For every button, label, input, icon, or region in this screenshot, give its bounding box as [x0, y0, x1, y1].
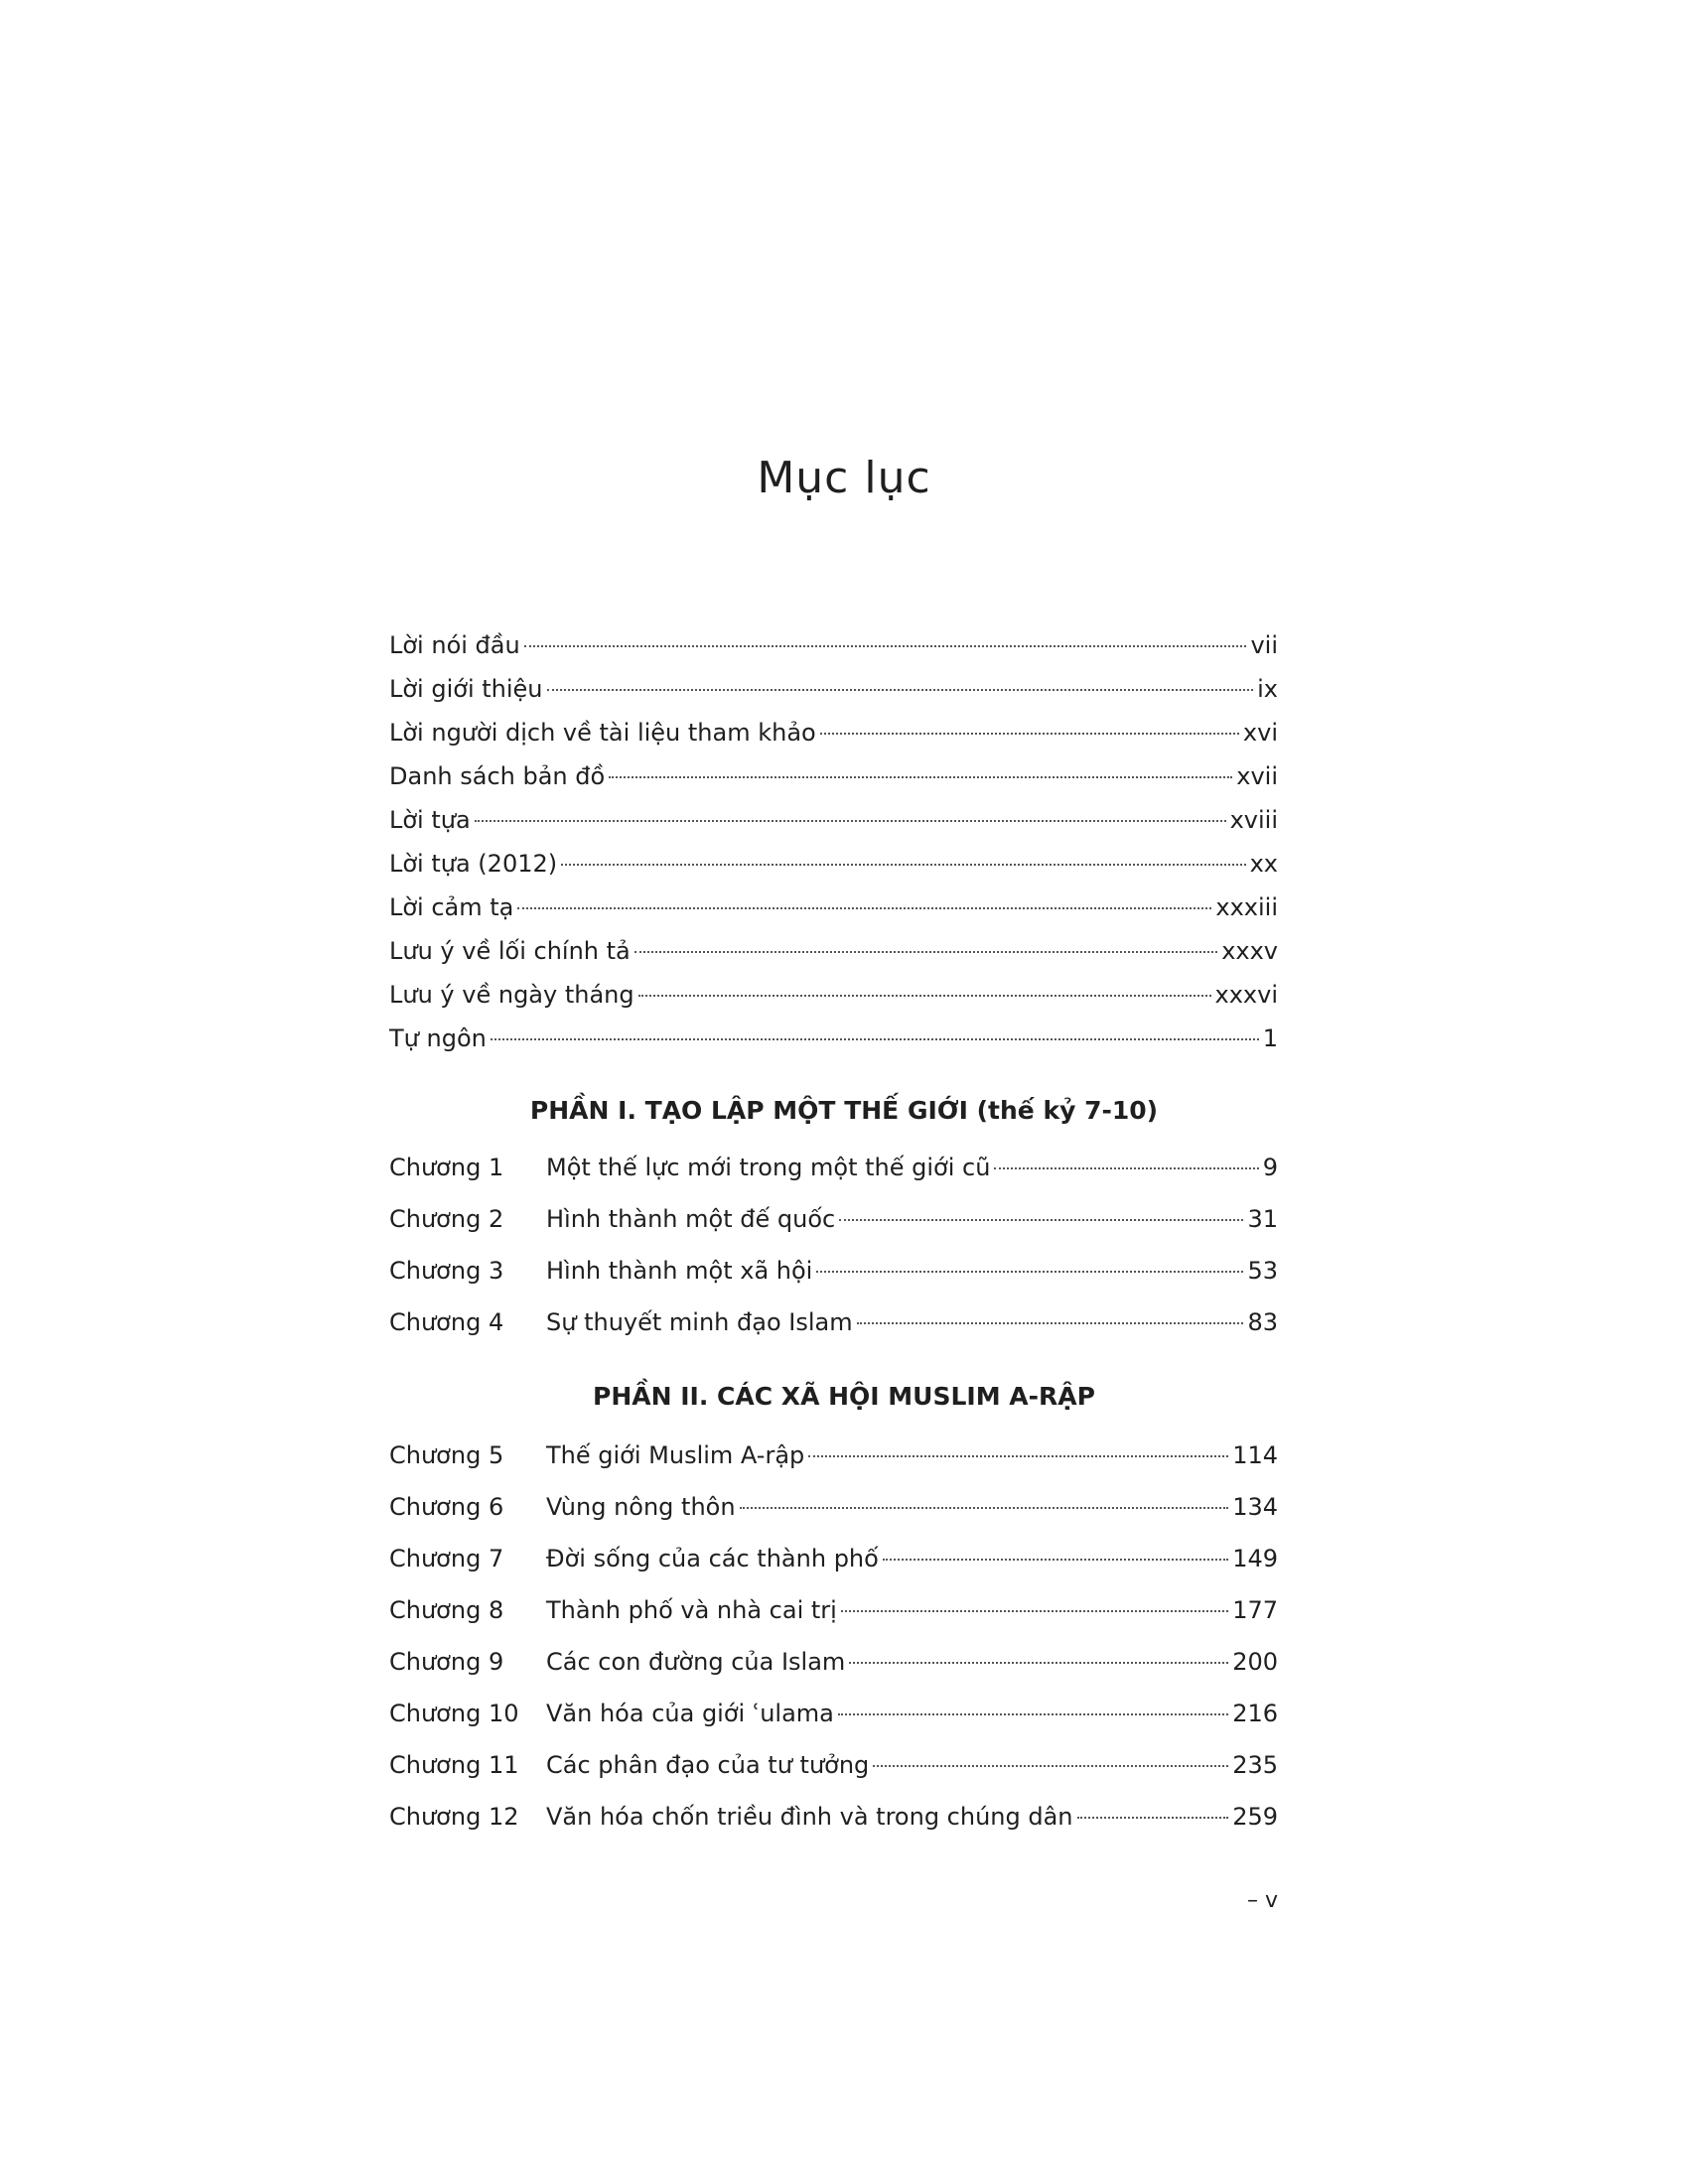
dot-leader: [561, 864, 1245, 866]
dot-leader: [524, 645, 1247, 647]
toc-entry-loi-nguoi-dich: [389, 711, 1278, 754]
toc-entry-label: Lời nói đầu: [389, 631, 520, 659]
chapter-page: 83: [1247, 1308, 1278, 1336]
chapter-page: 216: [1232, 1700, 1278, 1727]
chapter-title: Thành phố và nhà cai trị: [546, 1596, 837, 1624]
chapter-page: 9: [1262, 1154, 1278, 1181]
chapter-entry-1: [389, 1142, 1278, 1193]
chapter-number: Chương 11: [389, 1751, 519, 1779]
part2-heading: PHẦN II. CÁC XÃ HỘI MUSLIM A-RẬP: [593, 1382, 1095, 1411]
page-title: Mục lục: [757, 453, 931, 503]
chapter-title: Các con đường của Islam: [546, 1648, 846, 1676]
chapter-entry-2: [389, 1193, 1278, 1245]
chapter-entry-11: [389, 1739, 1278, 1791]
chapter-title: Văn hóa của giới ʿulama: [546, 1700, 834, 1727]
chapter-entry-12: [389, 1791, 1278, 1843]
chapter-title: Hình thành một xã hội: [546, 1257, 813, 1285]
toc-entry-page: xvii: [1236, 762, 1278, 790]
chapter-title: Sự thuyết minh đạo Islam: [546, 1308, 853, 1336]
chapter-entry-7: [389, 1533, 1278, 1584]
chapter-number: Chương 10: [389, 1700, 519, 1727]
chapter-title: Văn hóa chốn triều đình và trong chúng dân: [546, 1803, 1073, 1831]
chapter-page: 235: [1232, 1751, 1278, 1779]
dot-leader: [873, 1765, 1228, 1767]
dot-leader: [816, 1271, 1243, 1273]
dot-leader: [609, 776, 1232, 778]
dot-leader: [849, 1662, 1228, 1664]
toc-entry-loi-tua: [389, 798, 1278, 842]
dot-leader: [883, 1559, 1228, 1561]
dot-leader: [808, 1455, 1228, 1457]
chapter-title: Một thế lực mới trong một thế giới cũ: [546, 1154, 991, 1181]
toc-entry-luu-y-chinh-ta: [389, 929, 1278, 973]
chapter-number: Chương 9: [389, 1648, 504, 1676]
chapter-number: Chương 7: [389, 1545, 504, 1572]
chapter-page: 259: [1232, 1803, 1278, 1831]
chapter-title: Hình thành một đế quốc: [546, 1205, 836, 1233]
dot-leader: [491, 1038, 1259, 1040]
chapter-entry-9: [389, 1636, 1278, 1688]
toc-entry-loi-cam-ta: [389, 886, 1278, 929]
chapter-title: Thế giới Muslim A-rập: [546, 1441, 805, 1469]
dot-leader: [820, 733, 1239, 735]
dot-leader: [857, 1322, 1244, 1324]
part1-heading: PHẦN I. TẠO LẬP MỘT THẾ GIỚI (thế kỷ 7-10): [529, 1096, 1159, 1125]
toc-entry-page: vii: [1250, 631, 1278, 659]
chapter-entry-5: [389, 1430, 1278, 1481]
chapter-number: Chương 12: [389, 1803, 519, 1831]
part1-chapter-list: [389, 1142, 1278, 1348]
page-number: – v: [1247, 1888, 1279, 1913]
dot-leader: [839, 1219, 1243, 1221]
toc-entry-label: Danh sách bản đồ: [389, 762, 606, 790]
toc-entry-page: 1: [1262, 1024, 1278, 1052]
chapter-entry-3: [389, 1245, 1278, 1297]
chapter-number: Chương 6: [389, 1493, 504, 1521]
toc-entry-luu-y-ngay-thang: [389, 973, 1278, 1017]
chapter-page: 200: [1232, 1648, 1278, 1676]
toc-entry-label: Lời người dịch về tài liệu tham khảo: [389, 719, 816, 747]
chapter-page: 149: [1232, 1545, 1278, 1572]
chapter-number: Chương 4: [389, 1308, 504, 1336]
dot-leader: [634, 951, 1217, 953]
chapter-number: Chương 1: [389, 1154, 504, 1181]
chapter-page: 114: [1232, 1441, 1278, 1469]
toc-entry-tu-ngon: [389, 1017, 1278, 1060]
chapter-title: Đời sống của các thành phố: [546, 1545, 879, 1572]
toc-entry-page: ix: [1257, 675, 1278, 703]
toc-entry-page: xxxiii: [1215, 893, 1278, 921]
toc-entry-danh-sach-ban-do: [389, 754, 1278, 798]
chapter-entry-4: [389, 1297, 1278, 1348]
dot-leader: [838, 1713, 1228, 1715]
part2-chapter-list: [389, 1430, 1278, 1843]
chapter-entry-10: [389, 1688, 1278, 1739]
chapter-page: 134: [1232, 1493, 1278, 1521]
toc-entry-label: Tự ngôn: [389, 1024, 487, 1052]
dot-leader: [547, 689, 1254, 691]
toc-entry-loi-noi-dau: [389, 623, 1278, 667]
toc-entry-page: xxxv: [1221, 937, 1278, 965]
chapter-page: 31: [1247, 1205, 1278, 1233]
toc-entry-page: xviii: [1229, 806, 1278, 834]
chapter-entry-8: [389, 1584, 1278, 1636]
dot-leader: [841, 1610, 1228, 1612]
dot-leader: [638, 995, 1211, 997]
toc-entry-label: Lời giới thiệu: [389, 675, 543, 703]
chapter-page: 177: [1232, 1596, 1278, 1624]
chapter-page: 53: [1247, 1257, 1278, 1285]
chapter-number: Chương 2: [389, 1205, 504, 1233]
toc-entry-label: Lời cảm tạ: [389, 893, 514, 921]
dot-leader: [994, 1167, 1258, 1169]
toc-entry-loi-tua-2012: [389, 842, 1278, 886]
front-matter-list: [389, 623, 1278, 1060]
dot-leader: [475, 820, 1226, 822]
chapter-title: Vùng nông thôn: [546, 1493, 736, 1521]
toc-entry-page: xxxvi: [1214, 981, 1278, 1009]
toc-entry-label: Lời tựa: [389, 806, 471, 834]
toc-entry-page: xvi: [1242, 719, 1278, 747]
toc-entry-label: Lưu ý về lối chính tả: [389, 937, 631, 965]
toc-entry-label: Lưu ý về ngày tháng: [389, 981, 634, 1009]
chapter-title: Các phân đạo của tư tưởng: [546, 1751, 870, 1779]
chapter-number: Chương 5: [389, 1441, 504, 1469]
toc-entry-label: Lời tựa (2012): [389, 850, 558, 878]
dot-leader: [1077, 1817, 1229, 1819]
chapter-number: Chương 8: [389, 1596, 504, 1624]
toc-entry-loi-gioi-thieu: [389, 667, 1278, 711]
dot-leader: [517, 907, 1211, 909]
dot-leader: [740, 1507, 1229, 1509]
chapter-number: Chương 3: [389, 1257, 504, 1285]
chapter-entry-6: [389, 1481, 1278, 1533]
toc-entry-page: xx: [1249, 850, 1278, 878]
